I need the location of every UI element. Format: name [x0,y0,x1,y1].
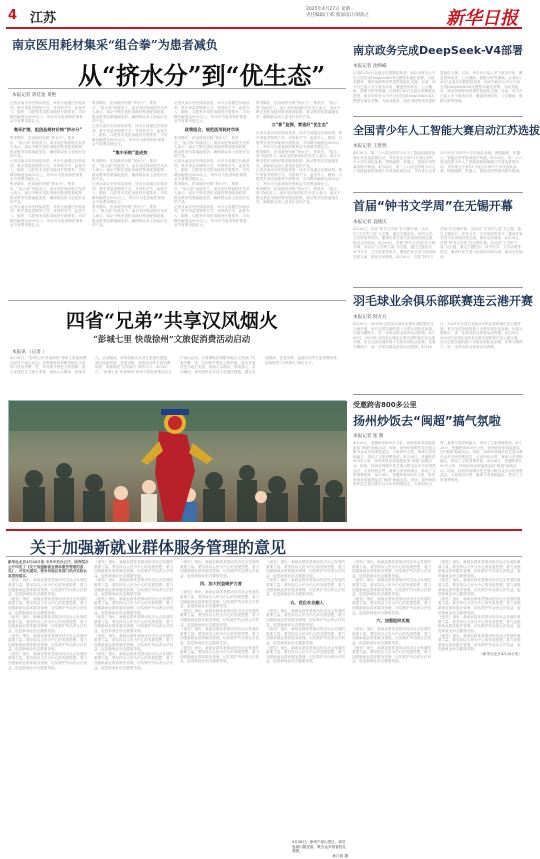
opera-subheadline: “彭城七里 快哉徐州”文旅促消费活动启动 [93,335,251,345]
date-line: 2025年4月27日 星期一 [306,7,355,12]
page-number: 4 [8,8,18,23]
employment-headline: 关于加强新就业群体服务管理的意见 [30,538,287,557]
divider [6,529,522,531]
yangzhou-byline: 本报记者 张 甜 [353,434,384,439]
employment-col3: 《意见》指出，新就业群体是推动经济社会发展的重要力量。要坚持以人民为中心的发展思想，着力加强新就业群体服务管理，切实维护劳动者合法权益，促进新就业形态健康发展。 四、加大权益维护力度 《意见》指出，新就业群体是推动经济社会发展的重要力量。要坚持以人民为中心的发展思想，着力加强新就业群体服务管理，切实维护劳动者合法权益，促进新就业形态健康发展。 《意见》指出，新就业群体是推动经济社会发展的重要力量。要坚持以人民为中心的发展思想，着力加强新就业群体服务管理，切实维护劳动者合法权益，促进新就业形态健康发展。 《意见》指出，新就业群体是推动经济社会发展的重要力量。要坚持以人民为中心的发展思想，着力加强新就业群体服务管理，切实维护劳动者合法权益，促进新就业形态健康发展。 《意见》指出，新就业群体是推动经济社会发展的重要力量。要坚持以人民为中心的发展思想，着力加强新就业群体服务管理，切实维护劳动者合法权益，促进新就业形态健康发展。 [180,560,262,772]
photo-credit: 孙江伟 摄 [332,853,348,858]
divider [353,192,523,193]
badminton-headline: 羽毛球业余俱乐部联赛连云港开赛 [353,294,534,308]
main-headline: 从“挤水分”到“优生态” [78,61,326,90]
employment-subhead-2: 五、优化社会融入 [290,599,324,605]
story-kicker: 南京医用耗材集采“组合拳”为患者减负 [12,38,218,52]
employment-col2: 《意见》指出，新就业群体是推动经济社会发展的重要力量。要坚持以人民为中心的发展思想，着力加强新就业群体服务管理，切实维护劳动者合法权益，促进新就业形态健康发展。 《意见》指出，新就业群体是推动经济社会发展的重要力量。要坚持以人民为中心的发展思想，着力加强新就业群体服务管理，切实维护劳动者合法权益，促进新就业形态健康发展。 《意见》指出，新就业群体是推动经济社会发展的重要力量。要坚持以人民为中心的发展思想，着力加强新就业群体服务管理，切实维护劳动者合法权益，促进新就业形态健康发展。 《意见》指出，新就业群体是推动经济社会发展的重要力量。要坚持以人民为中心的发展思想，着力加强新就业群体服务管理，切实维护劳动者合法权益，促进新就业形态健康发展。 《意见》指出，新就业群体是推动经济社会发展的重要力量。要坚持以人民为中心的发展思想，着力加强新就业群体服务管理，切实维护劳动者合法权益，促进新就业形态健康发展。 《意见》指出，新就业群体是推动经济社会发展的重要力量。要坚持以人民为中心的发展思想，着力加强新就业群体服务管理，切实维护劳动者合法权益，促进新就业形态健康发展。 [94,560,174,670]
divider [353,394,523,395]
badminton-byline: 本报记者 倪方方 [353,315,387,320]
deepseek-byline: 本报记者 沈峥嵘 [353,64,387,69]
main-body-col3: 记者从南京市医保局获悉，该市日前通过价格谈判、集中带量采购等方式，对骨科关节、血管介入、眼科、口腔等多类医用耗材开展集采，平均降价幅度达50%以上，每年可为患者和医保基金节省费用数亿元。 政策组合，规范医用耗材市场 集采降价，医用耗材价格“挤水分”。集采后，“组合拳”持续发力。南京市医保局相关负责人表示，南京不断完善医用耗材集采配套政策，推动集采结果落地见效，确保群众用上质优价宜的产品。 记者从南京市医保局获悉，该市日前通过价格谈判、集中带量采购等方式，对骨科关节、血管介入、眼科、口腔等多类医用耗材开展集采，平均降价幅度达50%以上，每年可为患者和医保基金节省费用数亿元。 集采降价，医用耗材价格“挤水分”。集采后，“组合拳”持续发力。南京市医保局相关负责人表示，南京不断完善医用耗材集采配套政策，推动集采结果落地见效，确保群众用上质优价宜的产品。 记者从南京市医保局获悉，该市日前通过价格谈判、集中带量采购等方式，对骨科关节、血管介入、眼科、口腔等多类医用耗材开展集采，平均降价幅度达50%以上，每年可为患者和医保基金节省费用数亿元。 [174,101,250,228]
newspaper-logo: 新华日报 [446,8,518,29]
main-byline: 本报记者 蒋廷宽 黄艳 [12,93,57,98]
main-subhead-4: 立“新”监测，营造好“优生态” [271,122,329,128]
employment-col1: 新华社北京4月26日电 中共中央办公厅、国务院办公厅印发了《关于加强新就业群体服务管理的意见》，并发出通知，要求各地区各部门结合实际认真贯彻落实。 《意见》指出，新就业群体是推动经济社会发展的重要力量。要坚持以人民为中心的发展思想，着力加强新就业群体服务管理，切实维护劳动者合法权益，促进新就业形态健康发展。 《意见》指出，新就业群体是推动经济社会发展的重要力量。要坚持以人民为中心的发展思想，着力加强新就业群体服务管理，切实维护劳动者合法权益，促进新就业形态健康发展。 《意见》指出，新就业群体是推动经济社会发展的重要力量。要坚持以人民为中心的发展思想，着力加强新就业群体服务管理，切实维护劳动者合法权益，促进新就业形态健康发展。 《意见》指出，新就业群体是推动经济社会发展的重要力量。要坚持以人民为中心的发展思想，着力加强新就业群体服务管理，切实维护劳动者合法权益，促进新就业形态健康发展。 《意见》指出，新就业群体是推动经济社会发展的重要力量。要坚持以人民为中心的发展思想，着力加强新就业群体服务管理，切实维护劳动者合法权益，促进新就业形态健康发展。 [8,560,89,670]
employment-subhead-3: 六、加强组织实施 [376,618,410,624]
deepseek-body: 记者4月26日从南京市数据局获悉，南京市政务云平台日前完成DeepSeek-V4大模型本地化部署，为政务服务、城市治理等场景提供智能化支撑。目前，该平台已接入多个政务应用，覆盖咨询问答、公文辅助、数据分析等领域。记者4月26日从南京市数据局获悉，南京市政务云平台日前完成DeepSeek-V4大模型本地化部署，为政务服务、城市治理等场景提供智能化支撑。目前，该平台已接入多个政务应用，覆盖咨询问答、公文辅助、数据分析等领域。记者4月26日从南京市数据局获悉，南京市政务云平台日前完成DeepSeek-V4大模型本地化部署，为政务服务、城市治理等场景提供智能化支撑。目前，该平台已接入多个政务应用，覆盖咨询问答、公文辅助、数据分析等领域。 [353,71,523,103]
story-badminton [353,292,534,398]
story-yangzhou-rice [353,400,523,541]
section-name: 江苏 [30,11,57,26]
employment-endnote: （新华社北京4月26日电） [479,651,522,656]
ai-contest-byline: 本报记者 王梦然 [353,144,387,149]
employment-col6: 《意见》指出，新就业群体是推动经济社会发展的重要力量。要坚持以人民为中心的发展思想，着力加强新就业群体服务管理，切实维护劳动者合法权益，促进新就业形态健康发展。 《意见》指出，新就业群体是推动经济社会发展的重要力量。要坚持以人民为中心的发展思想，着力加强新就业群体服务管理，切实维护劳动者合法权益，促进新就业形态健康发展。 《意见》指出，新就业群体是推动经济社会发展的重要力量。要坚持以人民为中心的发展思想，着力加强新就业群体服务管理，切实维护劳动者合法权益，促进新就业形态健康发展。 《意见》指出，新就业群体是推动经济社会发展的重要力量。要坚持以人民为中心的发展思想，着力加强新就业群体服务管理，切实维护劳动者合法权益，促进新就业形态健康发展。 《意见》指出，新就业群体是推动经济社会发展的重要力量。要坚持以人民为中心的发展思想，着力加强新就业群体服务管理，切实维护劳动者合法权益，促进新就业形态健康发展。 （新华社北京4月26日电） [438,560,522,656]
main-subhead-1: 集采扩围，组团品规材价格“挤水分” [13,126,83,132]
divider [6,556,522,557]
main-subhead-2: “集中采购”显成效 [112,149,148,155]
employment-col5: 《意见》指出，新就业群体是推动经济社会发展的重要力量。要坚持以人民为中心的发展思想，着力加强新就业群体服务管理，切实维护劳动者合法权益，促进新就业形态健康发展。 《意见》指出，新就业群体是推动经济社会发展的重要力量。要坚持以人民为中心的发展思想，着力加强新就业群体服务管理，切实维护劳动者合法权益，促进新就业形态健康发展。 《意见》指出，新就业群体是推动经济社会发展的重要力量。要坚持以人民为中心的发展思想，着力加强新就业群体服务管理，切实维护劳动者合法权益，促进新就业形态健康发展。 六、加强组织实施 《意见》指出，新就业群体是推动经济社会发展的重要力量。要坚持以人民为中心的发展思想，着力加强新就业群体服务管理，切实维护劳动者合法权益，促进新就业形态健康发展。 《意见》指出，新就业群体是推动经济社会发展的重要力量。要坚持以人民为中心的发展思想，着力加强新就业群体服务管理，切实维护劳动者合法权益，促进新就业形态健康发展。 [352,560,434,772]
badminton-body: 4月26日，2025年全国羽毛球业余俱乐部联赛在连云港开赛，来自全国各地的数十支俱乐部队伍参赛，比赛为期两天，进一步带动群众体育运动热情。4月26日，2025年全国羽毛球业余俱乐部联赛在连云港开赛，来自全国各地的数十支俱乐部队伍参赛，比赛为期两天，进一步带动群众体育运动热情。4月26日，2025年全国羽毛球业余俱乐部联赛在连云港开赛，来自全国各地的数十支俱乐部队伍参赛，比赛为期两天，进一步带动群众体育运动热情。4月26日，2025年全国羽毛球业余俱乐部联赛在连云港开赛，来自全国各地的数十支俱乐部队伍参赛，比赛为期两天，进一步带动群众体育运动热情。 [353,322,523,349]
editor-line: 责任编辑/王辉 版面设计/刘润之 [306,13,369,18]
main-body-col4: 集采降价，医用耗材价格“挤水分”。集采后，“组合拳”持续发力。南京市医保局相关负责人表示，南京不断完善医用耗材集采配套政策，推动集采结果落地见效，确保群众用上质优价宜的产品。 立“新”监测，营造好“优生态” 记者从南京市医保局获悉，该市日前通过价格谈判、集中带量采购等方式，对骨科关节、血管介入、眼科、口腔等多类医用耗材开展集采，平均降价幅度达50%以上，每年可为患者和医保基金节省费用数亿元。 集采降价，医用耗材价格“挤水分”。集采后，“组合拳”持续发力。南京市医保局相关负责人表示，南京不断完善医用耗材集采配套政策，推动集采结果落地见效，确保群众用上质优价宜的产品。 记者从南京市医保局获悉，该市日前通过价格谈判、集中带量采购等方式，对骨科关节、血管介入、眼科、口腔等多类医用耗材开展集采，平均降价幅度达50%以上，每年可为患者和医保基金节省费用数亿元。 集采降价，医用耗材价格“挤水分”。集采后，“组合拳”持续发力。南京市医保局相关负责人表示，南京不断完善医用耗材集采配套政策，推动集采结果落地见效，确保群众用上质优价宜的产品。 [256,101,343,205]
divider [8,300,346,301]
opera-headline: 四省“兄弟”共享汉风烟火 [66,310,278,332]
ai-contest-headline: 全国青少年人工智能大赛启动江苏选拔 [353,124,540,137]
main-body-col2: 集采降价，医用耗材价格“挤水分”。集采后，“组合拳”持续发力。南京市医保局相关负责人表示，南京不断完善医用耗材集采配套政策，推动集采结果落地见效，确保群众用上质优价宜的产品。 记者从南京市医保局获悉，该市日前通过价格谈判、集中带量采购等方式，对骨科关节、血管介入、眼科、口腔等多类医用耗材开展集采，平均降价幅度达50%以上，每年可为患者和医保基金节省费用数亿元。 “集中采购”显成效 集采降价，医用耗材价格“挤水分”。集采后，“组合拳”持续发力。南京市医保局相关负责人表示，南京不断完善医用耗材集采配套政策，推动集采结果落地见效，确保群众用上质优价宜的产品。 记者从南京市医保局获悉，该市日前通过价格谈判、集中带量采购等方式，对骨科关节、血管介入、眼科、口腔等多类医用耗材开展集采，平均降价幅度达50%以上，每年可为患者和医保基金节省费用数亿元。 集采降价，医用耗材价格“挤水分”。集采后，“组合拳”持续发力。南京市医保局相关负责人表示，南京不断完善医用耗材集采配套政策，推动集采结果落地见效，确保群众用上质优价宜的产品。 [92,101,168,228]
issue-meta [306,7,416,19]
deepseek-headline: 南京政务完成DeepSeek-V4部署 [353,44,524,57]
yangzhou-body: 4月26日，受邀跨省800多公里，扬州炒饭来到福建参加“闽超”助威活动。现场，扬州炒饭制作技艺展示吸引众多市民围观品尝，大家纷纷点赞，赛事与美食相融合，带动了文旅消费热度。4月26日，受邀跨省800多公里，扬州炒饭来到福建参加“闽超”助威活动。现场，扬州炒饭制作技艺展示吸引众多市民围观品尝，大家纷纷点赞，赛事与美食相融合，带动了文旅消费热度。4月26日，受邀跨省800多公里，扬州炒饭来到福建参加“闽超”助威活动。现场，扬州炒饭制作技艺展示吸引众多市民围观品尝，大家纷纷点赞，赛事与美食相融合，带动了文旅消费热度。4月26日，受邀跨省800多公里，扬州炒饭来到福建参加“闽超”助威活动。现场，扬州炒饭制作技艺展示吸引众多市民围观品尝，大家纷纷点赞，赛事与美食相融合，带动了文旅消费热度。4月26日，受邀跨省800多公里，扬州炒饭来到福建参加“闽超”助威活动。现场，扬州炒饭制作技艺展示吸引众多市民围观品尝，大家纷纷点赞，赛事与美食相融合，带动了文旅消费热度。 [353,441,523,487]
clock-headline: 首届“钟书文学周”在无锡开幕 [353,199,513,213]
divider [353,287,523,288]
main-subhead-3: 政策组合，规范医用耗材市场 [184,126,240,132]
story-clock-literature [353,197,523,297]
clock-byline: 本报记者 袁晓庆 [353,220,387,225]
ai-contest-body: 4月26日，第二十六届全国青少年人工智能创新挑战赛江苏省选拔赛启动，共有来自全省13个设区市的中小学代表队参赛，围绕编程、机器人、智能应用等赛项展开角逐。4月26日，第二十六届全国青少年人工智能创新挑战赛江苏省选拔赛启动，共有来自全省13个设区市的中小学代表队参赛，围绕编程、机器人、智能应用等赛项展开角逐。4月26日，第二十六届全国青少年人工智能创新挑战赛江苏省选拔赛启动，共有来自全省13个设区市的中小学代表队参赛，围绕编程、机器人、智能应用等赛项展开角逐。 [353,151,523,174]
main-body-col1: 记者从南京市医保局获悉，该市日前通过价格谈判、集中带量采购等方式，对骨科关节、血管介入、眼科、口腔等多类医用耗材开展集采，平均降价幅度达50%以上，每年可为患者和医保基金节省费用数亿元。 集采扩围，组团品规材价格“挤水分” 集采降价，医用耗材价格“挤水分”。集采后，“组合拳”持续发力。南京市医保局相关负责人表示，南京不断完善医用耗材集采配套政策，推动集采结果落地见效，确保群众用上质优价宜的产品。 记者从南京市医保局获悉，该市日前通过价格谈判、集中带量采购等方式，对骨科关节、血管介入、眼科、口腔等多类医用耗材开展集采，平均降价幅度达50%以上，每年可为患者和医保基金节省费用数亿元。 集采降价，医用耗材价格“挤水分”。集采后，“组合拳”持续发力。南京市医保局相关负责人表示，南京不断完善医用耗材集采配套政策，推动集采结果落地见效，确保群众用上质优价宜的产品。 记者从南京市医保局获悉，该市日前通过价格谈判、集中带量采购等方式，对骨科关节、血管介入、眼科、口腔等多类医用耗材开展集采，平均降价幅度达50%以上，每年可为患者和医保基金节省费用数亿元。 [10,101,86,228]
story-ai-contest [353,122,540,203]
employment-subhead-1: 四、加大权益维护力度 [200,581,242,587]
employment-col4: 《意见》指出，新就业群体是推动经济社会发展的重要力量。要坚持以人民为中心的发展思想，着力加强新就业群体服务管理，切实维护劳动者合法权益，促进新就业形态健康发展。 《意见》指出，新就业群体是推动经济社会发展的重要力量。要坚持以人民为中心的发展思想，着力加强新就业群体服务管理，切实维护劳动者合法权益，促进新就业形态健康发展。 五、优化社会融入 《意见》指出，新就业群体是推动经济社会发展的重要力量。要坚持以人民为中心的发展思想，着力加强新就业群体服务管理，切实维护劳动者合法权益，促进新就业形态健康发展。 《意见》指出，新就业群体是推动经济社会发展的重要力量。要坚持以人民为中心的发展思想，着力加强新就业群体服务管理，切实维护劳动者合法权益，促进新就业形态健康发展。 《意见》指出，新就业群体是推动经济社会发展的重要力量。要坚持以人民为中心的发展思想，着力加强新就业群体服务管理，切实维护劳动者合法权益，促进新就业形态健康发展。 [266,560,348,772]
page-header [6,3,522,29]
yangzhou-kicker: 受邀跨省800多公里 [353,401,417,409]
opera-byline: 本报讯 （记者 ） [12,350,48,355]
clock-body: 4月26日，首届“钟书文学周”在无锡开幕。活动以“文学的力量”为主题，通过主题论坛、读书分享、文学讲座等形式，邀请作家学者与读者面对面交流，推动全民阅读。4月26日，首届“钟书文学周”在无锡开幕。活动以“文学的力量”为主题，通过主题论坛、读书分享、文学讲座等形式，邀请作家学者与读者面对面交流，推动全民阅读。4月26日，首届“钟书文学周”在无锡开幕。活动以“文学的力量”为主题，通过主题论坛、读书分享、文学讲座等形式，邀请作家学者与读者面对面交流，推动全民阅读。4月26日，首届“钟书文学周”在无锡开幕。活动以“文学的力量”为主题，通过主题论坛、读书分享、文学讲座等形式，邀请作家学者与读者面对面交流，推动全民阅读。 [353,227,523,259]
yangzhou-headline: 扬州炒饭去“闽超”搞气氛啦 [353,414,501,428]
divider [353,116,523,117]
photo-caption: 4月26日，徐州户部山景区，演员表演川剧变脸，吸引众多游客驻足观看。 孙江伟 摄 [292,840,348,858]
opera-body: 4月26日，“彭城七里 快哉徐州”徐州文旅促消费活动在户部山启动。苏鲁豫皖四省毗邻地区文旅部门代表齐聚一堂，共同推介特色文旅资源，展示非遗技艺与地方美食，现场人头攒动、热闹非凡。活动期间，徐州将推出多项文旅惠民措施，通过戏曲展演、非遗市集、夜游活动等丰富消费场景，持续擦亮“汉风烟火”城市名片。4月26日，“彭城七里 快哉徐州”徐州文旅促消费活动在户部山启动。苏鲁豫皖四省毗邻地区文旅部门代表齐聚一堂，共同推介特色文旅资源，展示非遗技艺与地方美食，现场人头攒动、热闹非凡。活动期间，徐州将推出多项文旅惠民措施，通过戏曲展演、非遗市集、夜游活动等丰富消费场景，持续擦亮“汉风烟火”城市名片。 [10,356,341,374]
divider [8,88,346,89]
performance-photo-illustration [9,401,347,522]
